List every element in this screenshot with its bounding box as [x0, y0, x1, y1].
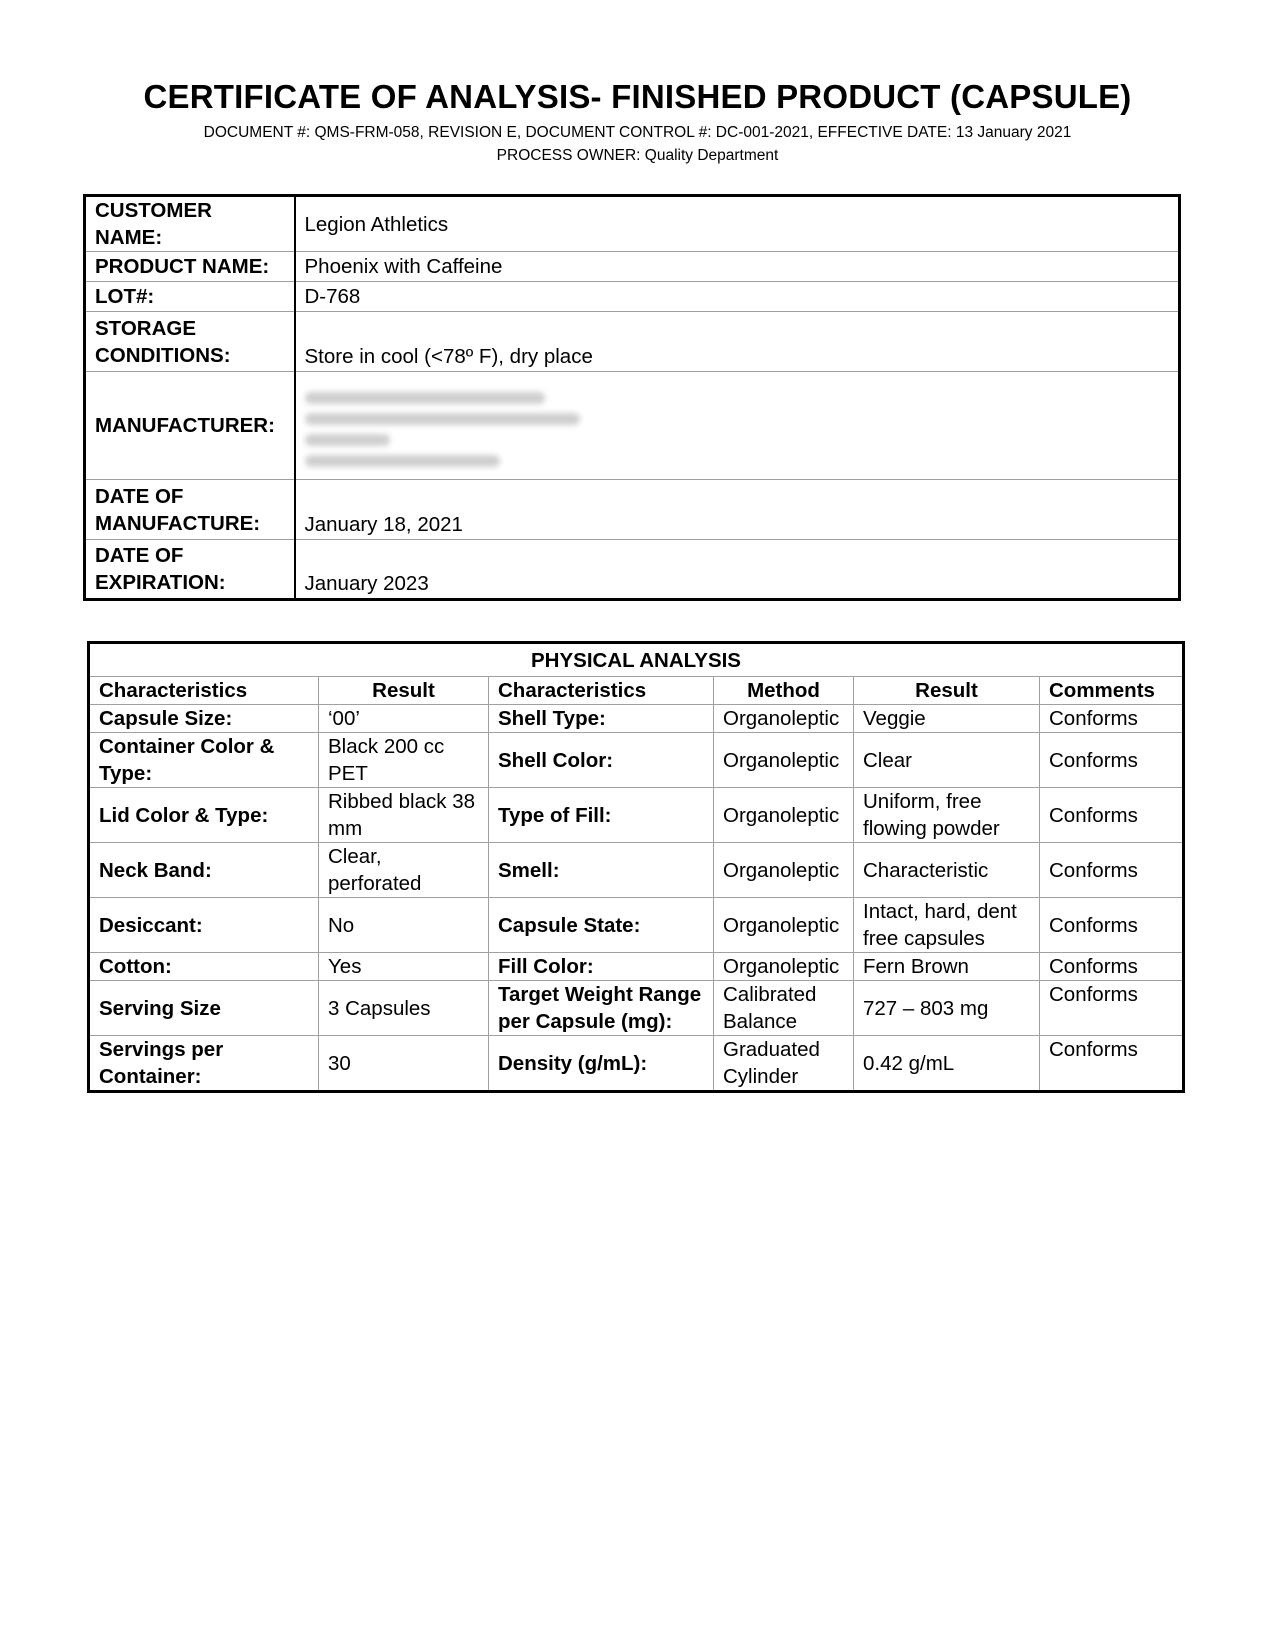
cell-result: 3 Capsules [319, 981, 489, 1036]
expiration-date-label [85, 540, 295, 600]
cell-characteristic: Cotton: [89, 953, 319, 981]
cell-result: No [319, 898, 489, 953]
table-row [89, 843, 1184, 898]
manufacture-date-label-line1: DATE OF [95, 484, 184, 508]
cell-comments: Conforms [1040, 898, 1184, 953]
manufacture-date-label [85, 480, 295, 540]
table-row [89, 733, 1184, 788]
cell-result-2: Clear [854, 733, 1040, 788]
col-header-characteristics-2: Characteristics [489, 677, 714, 705]
manufacturer-row [85, 372, 1180, 480]
col-header-result-2: Result [854, 677, 1040, 705]
cell-method: Graduated Cylinder [714, 1036, 854, 1092]
col-header-characteristics: Characteristics [89, 677, 319, 705]
manufacturer-label: MANUFACTURER: [85, 372, 295, 480]
cell-comments: Conforms [1040, 953, 1184, 981]
table-row [89, 788, 1184, 843]
cell-comments: Conforms [1040, 788, 1184, 843]
document-control-line: DOCUMENT #: QMS-FRM-058, REVISION E, DOCUMENT CONTROL #: DC-001-2021, EFFECTIVE DATE: 13 January 2021 [203, 124, 1072, 141]
cell-characteristic-2: Shell Type: [489, 705, 714, 733]
cell-characteristic: Container Color & Type: [89, 733, 319, 788]
cell-characteristic-2: Target Weight Range per Capsule (mg): [489, 981, 714, 1036]
col-header-result: Result [319, 677, 489, 705]
col-header-comments: Comments [1040, 677, 1184, 705]
cell-characteristic-2: Capsule State: [489, 898, 714, 953]
cell-characteristic-2: Fill Color: [489, 953, 714, 981]
cell-method: Organoleptic [714, 705, 854, 733]
cell-method: Organoleptic [714, 733, 854, 788]
storage-label-line2: CONDITIONS: [95, 343, 231, 367]
cell-characteristic: Neck Band: [89, 843, 319, 898]
storage-label [85, 312, 295, 372]
product-info-table [83, 194, 1181, 601]
cell-comments: Conforms [1040, 843, 1184, 898]
manufacture-date-label-line2: MANUFACTURE: [95, 511, 261, 535]
cell-result: ‘00’ [319, 705, 489, 733]
cell-characteristic-2: Shell Color: [489, 733, 714, 788]
expiration-date-label-line2: EXPIRATION: [95, 571, 226, 594]
cell-result: Clear, perforated [319, 843, 489, 898]
cell-result: Black 200 cc PET [319, 733, 489, 788]
expiration-date-value: January 2023 [304, 572, 429, 595]
product-name-label: PRODUCT NAME: [85, 252, 295, 282]
physical-header-row [89, 677, 1184, 705]
cell-method: Organoleptic [714, 898, 854, 953]
expiration-date-label-line1: DATE OF [95, 544, 184, 567]
customer-name-label: CUSTOMER NAME: [85, 196, 295, 252]
cell-method: Organoleptic [714, 843, 854, 898]
storage-value: Store in cool (<78º F), dry place [295, 312, 1180, 372]
cell-characteristic: Serving Size [89, 981, 319, 1036]
manufacture-date-row [85, 480, 1180, 540]
cell-characteristic: Lid Color & Type: [89, 788, 319, 843]
cell-result-2: Fern Brown [854, 953, 1040, 981]
lot-row [85, 282, 1180, 312]
cell-characteristic-2: Type of Fill: [489, 788, 714, 843]
cell-characteristic-2: Density (g/mL): [489, 1036, 714, 1092]
redacted-line [305, 455, 500, 467]
cell-comments: Conforms [1040, 981, 1184, 1036]
table-row [89, 981, 1184, 1036]
expiration-date-row [85, 540, 1180, 600]
cell-result: 30 [319, 1036, 489, 1092]
col-header-method: Method [714, 677, 854, 705]
cell-method: Organoleptic [714, 953, 854, 981]
physical-analysis-table [87, 641, 1185, 1093]
document-title: CERTIFICATE OF ANALYSIS- FINISHED PRODUCT (CAPSULE) [143, 78, 1132, 115]
cell-result: Ribbed black 38 mm [319, 788, 489, 843]
cell-characteristic-2: Smell: [489, 843, 714, 898]
redacted-line [305, 392, 545, 404]
table-row [89, 705, 1184, 733]
physical-analysis-title: PHYSICAL ANALYSIS [89, 643, 1184, 677]
cell-characteristic: Desiccant: [89, 898, 319, 953]
product-name-value: Phoenix with Caffeine [295, 252, 1180, 282]
process-owner-line: PROCESS OWNER: Quality Department [496, 147, 779, 164]
redacted-line [305, 434, 390, 446]
cell-method: Calibrated Balance [714, 981, 854, 1036]
cell-comments: Conforms [1040, 733, 1184, 788]
cell-comments: Conforms [1040, 1036, 1184, 1092]
cell-result-2: Uniform, free flowing powder [854, 788, 1040, 843]
manufacturer-value-redacted [295, 372, 1180, 480]
cell-method: Organoleptic [714, 788, 854, 843]
cell-result-2: Characteristic [854, 843, 1040, 898]
customer-name-value: Legion Athletics [295, 196, 1180, 252]
cell-result-2: Veggie [854, 705, 1040, 733]
cell-comments: Conforms [1040, 705, 1184, 733]
table-row [89, 953, 1184, 981]
cell-result-2: 727 – 803 mg [854, 981, 1040, 1036]
table-row [89, 898, 1184, 953]
storage-label-line1: STORAGE [95, 316, 196, 340]
manufacture-date-value: January 18, 2021 [295, 480, 1180, 540]
cell-characteristic: Servings per Container: [89, 1036, 319, 1092]
cell-characteristic: Capsule Size: [89, 705, 319, 733]
redacted-line [305, 413, 580, 425]
cell-result: Yes [319, 953, 489, 981]
storage-row [85, 312, 1180, 372]
cell-result-2: 0.42 g/mL [854, 1036, 1040, 1092]
cell-result-2: Intact, hard, dent free capsules [854, 898, 1040, 953]
lot-value: D-768 [295, 282, 1180, 312]
table-row [89, 1036, 1184, 1092]
lot-label: LOT#: [85, 282, 295, 312]
physical-analysis-title-row [89, 643, 1184, 677]
product-row [85, 252, 1180, 282]
customer-row [85, 196, 1180, 252]
